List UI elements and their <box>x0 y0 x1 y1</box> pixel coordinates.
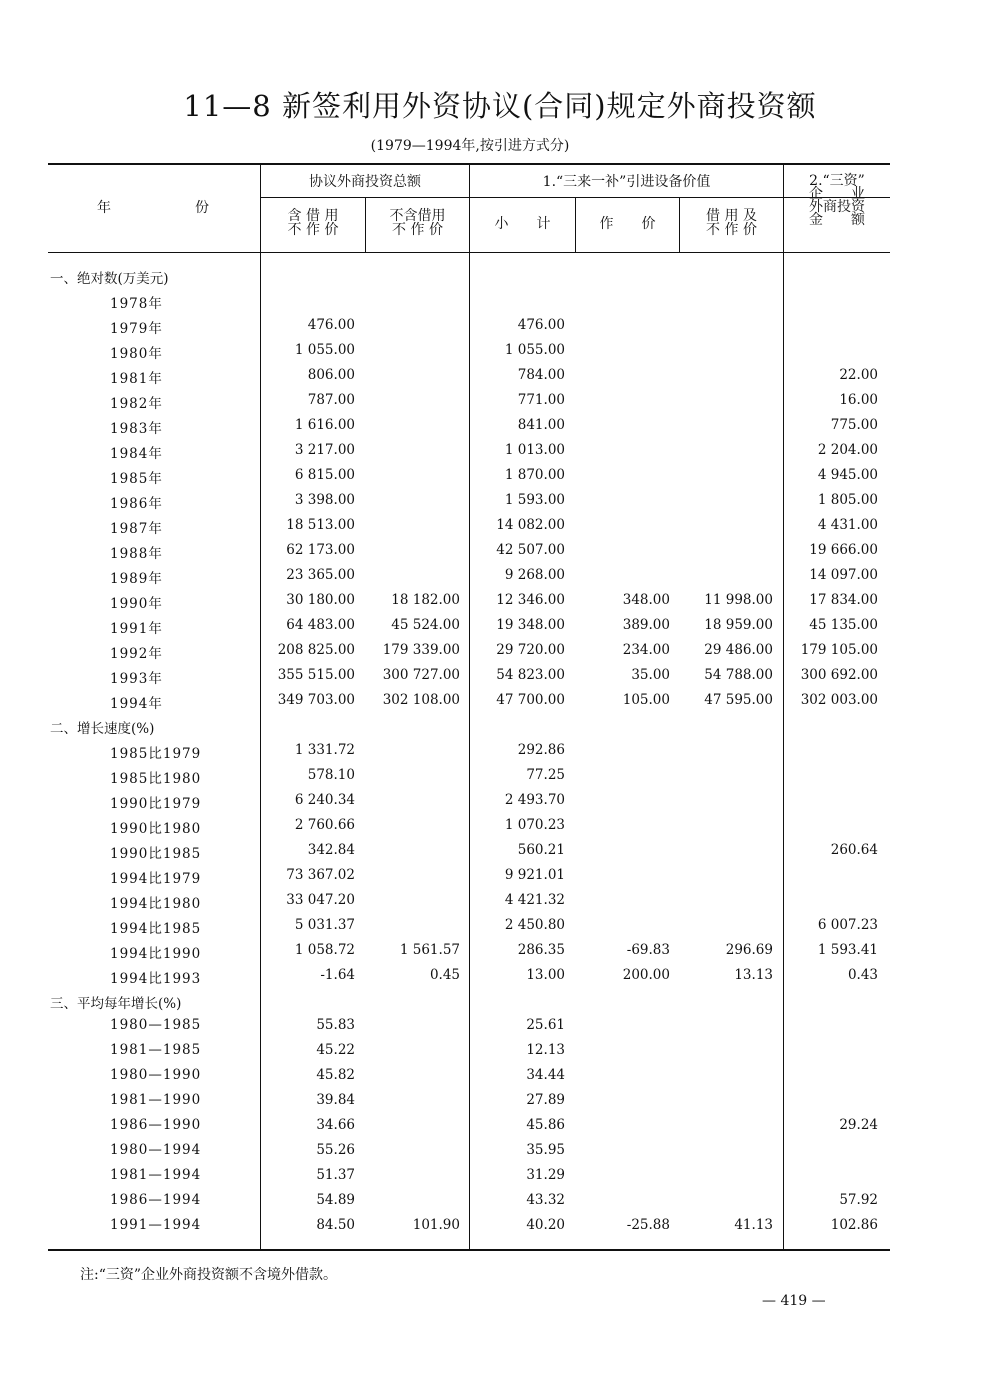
table-cell: 54.89 <box>316 1192 355 1208</box>
table-row <box>48 913 890 938</box>
table-cell: 45.22 <box>316 1042 355 1058</box>
table-cell: 260.64 <box>830 842 878 858</box>
table-cell: 476.00 <box>307 317 355 333</box>
table-cell: 286.35 <box>517 942 565 958</box>
row-label: 1981年 <box>110 371 163 387</box>
table-cell: 342.84 <box>307 842 355 858</box>
table-cell: 23 365.00 <box>286 567 355 583</box>
table-cell: 775.00 <box>830 417 878 433</box>
table-cell: -69.83 <box>626 942 670 958</box>
table-cell: 47 595.00 <box>704 692 773 708</box>
table-cell: 4 945.00 <box>817 467 878 483</box>
row-label: 1994年 <box>110 696 163 712</box>
row-label: 1994比1979 <box>110 871 202 887</box>
table-cell: 55.83 <box>316 1017 355 1033</box>
section-title: 三、平均每年增长(%) <box>50 996 182 1012</box>
table-cell: 14 082.00 <box>496 517 565 533</box>
table-cell: 13.13 <box>734 967 773 983</box>
table-row <box>48 788 890 813</box>
table-cell: 389.00 <box>622 617 670 633</box>
table-cell: 1 331.72 <box>294 742 355 758</box>
row-label: 1981—1994 <box>110 1167 202 1183</box>
table-cell: 179 339.00 <box>382 642 460 658</box>
table-cell: 42 507.00 <box>496 542 565 558</box>
table-cell: 22.00 <box>839 367 878 383</box>
table-cell: 578.10 <box>307 767 355 783</box>
row-label: 1981—1990 <box>110 1092 202 1108</box>
table-cell: 1 055.00 <box>504 342 565 358</box>
table-row <box>48 738 890 763</box>
table-cell: 292.86 <box>517 742 565 758</box>
row-label: 1980—1985 <box>110 1017 202 1033</box>
group-header-total: 协议外商投资总额 <box>309 174 421 190</box>
table-row <box>48 1188 890 1213</box>
row-label: 1986—1994 <box>110 1192 202 1208</box>
col-header-subtotal: 小 计 <box>494 216 551 232</box>
table-cell: 11 998.00 <box>704 592 773 608</box>
table-cell: 27.89 <box>526 1092 565 1108</box>
row-label: 1985比1980 <box>110 771 202 787</box>
table-row <box>48 438 890 463</box>
table-cell: 6 007.23 <box>817 917 878 933</box>
year-column-header: 年 份 <box>97 200 209 216</box>
table-row <box>48 1113 890 1138</box>
section-heading-row <box>48 988 890 1013</box>
page-number: — 419 — <box>762 1293 826 1309</box>
table-cell: 13.00 <box>526 967 565 983</box>
row-label: 1993年 <box>110 671 163 687</box>
table-cell: 40.20 <box>526 1217 565 1233</box>
row-label: 1978年 <box>110 296 163 312</box>
table-cell: 179 105.00 <box>800 642 878 658</box>
table-cell: 54 823.00 <box>496 667 565 683</box>
table-cell: 302 108.00 <box>382 692 460 708</box>
table-cell: 1 616.00 <box>294 417 355 433</box>
table-cell: 14 097.00 <box>809 567 878 583</box>
table-cell: 45.82 <box>316 1067 355 1083</box>
table-cell: 16.00 <box>839 392 878 408</box>
row-label: 1990比1985 <box>110 846 202 862</box>
row-label: 1979年 <box>110 321 163 337</box>
group-header-three-capital: 2.“三资” 企 业 外商投资 金 额 <box>809 173 865 228</box>
row-label: 1985比1979 <box>110 746 202 762</box>
table-cell: 1 593.41 <box>817 942 878 958</box>
table-cell: 19 666.00 <box>809 542 878 558</box>
row-label: 1980—1994 <box>110 1142 202 1158</box>
table-cell: 560.21 <box>517 842 565 858</box>
table-row <box>48 513 890 538</box>
col-header-excl-borrowed: 不含借用 不 作 价 <box>389 208 446 238</box>
table-cell: 31.29 <box>526 1167 565 1183</box>
section-title: 一、绝对数(万美元) <box>50 271 169 287</box>
col-header-incl-borrowed: 含 借 用 不 作 价 <box>287 208 339 238</box>
col-header-borrowed: 借 用 及 不 作 价 <box>706 208 757 238</box>
table-cell: 9 268.00 <box>504 567 565 583</box>
table-row <box>48 1063 890 1088</box>
table-row <box>48 838 890 863</box>
table-cell: 29 486.00 <box>704 642 773 658</box>
table-cell: 102.86 <box>830 1217 878 1233</box>
table-cell: 1 058.72 <box>294 942 355 958</box>
table-cell: 2 760.66 <box>294 817 355 833</box>
row-label: 1994比1980 <box>110 896 202 912</box>
table-cell: 18 182.00 <box>391 592 460 608</box>
row-label: 1992年 <box>110 646 163 662</box>
table-cell: 6 240.34 <box>294 792 355 808</box>
table-cell: 4 421.32 <box>504 892 565 908</box>
table-cell: 1 870.00 <box>504 467 565 483</box>
table-cell: 348.00 <box>622 592 670 608</box>
table-cell: 84.50 <box>316 1217 355 1233</box>
table-cell: 5 031.37 <box>294 917 355 933</box>
table-cell: 302 003.00 <box>800 692 878 708</box>
table-cell: 47 700.00 <box>496 692 565 708</box>
table-row <box>48 313 890 338</box>
table-row <box>48 288 890 313</box>
row-label: 1988年 <box>110 546 163 562</box>
table-row <box>48 863 890 888</box>
table-row <box>48 1163 890 1188</box>
table-cell: 33 047.20 <box>286 892 355 908</box>
section-title: 二、增长速度(%) <box>50 721 155 737</box>
table-cell: 355 515.00 <box>277 667 355 683</box>
row-label: 1991年 <box>110 621 163 637</box>
table-row <box>48 938 890 963</box>
table-cell: 25.61 <box>526 1017 565 1033</box>
row-label: 1990比1980 <box>110 821 202 837</box>
row-label: 1994比1993 <box>110 971 202 987</box>
table-row <box>48 563 890 588</box>
page-subtitle: (1979—1994年,按引进方式分) <box>370 138 570 154</box>
table-cell: 4 431.00 <box>817 517 878 533</box>
table-row <box>48 463 890 488</box>
table-cell: 29.24 <box>839 1117 878 1133</box>
row-label: 1990年 <box>110 596 163 612</box>
row-label: 1990比1979 <box>110 796 202 812</box>
footnote: 注:“三资”企业外商投资额不含境外借款。 <box>80 1267 338 1283</box>
table-cell: 349 703.00 <box>277 692 355 708</box>
table-cell: 1 593.00 <box>504 492 565 508</box>
table-cell: 12 346.00 <box>496 592 565 608</box>
table-cell: 12.13 <box>526 1042 565 1058</box>
row-label: 1987年 <box>110 521 163 537</box>
row-label: 1986年 <box>110 496 163 512</box>
table-cell: 9 921.01 <box>504 867 565 883</box>
table-cell: 43.32 <box>526 1192 565 1208</box>
table-cell: 1 561.57 <box>399 942 460 958</box>
table-cell: 35.95 <box>526 1142 565 1158</box>
table-cell: 45 135.00 <box>809 617 878 633</box>
table-row <box>48 388 890 413</box>
row-label: 1981—1985 <box>110 1042 202 1058</box>
table-cell: 64 483.00 <box>286 617 355 633</box>
table-cell: 787.00 <box>307 392 355 408</box>
table-cell: 0.43 <box>847 967 878 983</box>
table-cell: 3 398.00 <box>294 492 355 508</box>
table-row <box>48 963 890 988</box>
table-cell: 41.13 <box>734 1217 773 1233</box>
table-cell: 771.00 <box>517 392 565 408</box>
table-cell: 29 720.00 <box>496 642 565 658</box>
table-cell: 34.44 <box>526 1067 565 1083</box>
table-row <box>48 613 890 638</box>
table-cell: 1 805.00 <box>817 492 878 508</box>
page-title: 11—8 新签利用外资协议(合同)规定外商投资额 <box>183 89 817 123</box>
table-row <box>48 763 890 788</box>
table-cell: 18 959.00 <box>704 617 773 633</box>
table-row <box>48 588 890 613</box>
table-row <box>48 538 890 563</box>
table-cell: 784.00 <box>517 367 565 383</box>
row-label: 1980年 <box>110 346 163 362</box>
table-row <box>48 888 890 913</box>
section-heading-row <box>48 263 890 288</box>
table-row <box>48 413 890 438</box>
table-cell: 300 692.00 <box>800 667 878 683</box>
row-label: 1989年 <box>110 571 163 587</box>
table-cell: 1 055.00 <box>294 342 355 358</box>
group-header-processing: 1.“三来一补”引进设备价值 <box>542 174 711 190</box>
table-row <box>48 688 890 713</box>
table-cell: 105.00 <box>622 692 670 708</box>
table-cell: 54 788.00 <box>704 667 773 683</box>
row-label: 1980—1990 <box>110 1067 202 1083</box>
table-cell: 208 825.00 <box>277 642 355 658</box>
table-cell: 841.00 <box>517 417 565 433</box>
table-cell: 2 450.80 <box>504 917 565 933</box>
table-row <box>48 1213 890 1238</box>
table-cell: 200.00 <box>622 967 670 983</box>
table-cell: 51.37 <box>316 1167 355 1183</box>
table-cell: 30 180.00 <box>286 592 355 608</box>
table-cell: 1 070.23 <box>504 817 565 833</box>
row-label: 1986—1990 <box>110 1117 202 1133</box>
table-cell: 18 513.00 <box>286 517 355 533</box>
table-cell: 34.66 <box>316 1117 355 1133</box>
row-label: 1991—1994 <box>110 1217 202 1233</box>
table-cell: 806.00 <box>307 367 355 383</box>
table-row <box>48 338 890 363</box>
table-row <box>48 363 890 388</box>
table-cell: 3 217.00 <box>294 442 355 458</box>
table-cell: 35.00 <box>631 667 670 683</box>
table-cell: 73 367.02 <box>286 867 355 883</box>
table-cell: 0.45 <box>429 967 460 983</box>
table-row <box>48 813 890 838</box>
table-cell: 300 727.00 <box>382 667 460 683</box>
table-row <box>48 1013 890 1038</box>
table-cell: 476.00 <box>517 317 565 333</box>
table-row <box>48 1038 890 1063</box>
table-cell: 57.92 <box>839 1192 878 1208</box>
table-row <box>48 638 890 663</box>
row-label: 1983年 <box>110 421 163 437</box>
table-cell: 62 173.00 <box>286 542 355 558</box>
table-cell: -25.88 <box>626 1217 670 1233</box>
table-cell: 2 493.70 <box>504 792 565 808</box>
section-heading-row <box>48 713 890 738</box>
row-label: 1994比1985 <box>110 921 202 937</box>
row-label: 1985年 <box>110 471 163 487</box>
table-cell: 45.86 <box>526 1117 565 1133</box>
table-row <box>48 488 890 513</box>
table-row <box>48 1138 890 1163</box>
row-label: 1994比1990 <box>110 946 202 962</box>
table-bottom-rule <box>48 1249 890 1251</box>
table-cell: 77.25 <box>526 767 565 783</box>
table-cell: -1.64 <box>320 967 355 983</box>
table-cell: 101.90 <box>412 1217 460 1233</box>
table-cell: 55.26 <box>316 1142 355 1158</box>
table-cell: 39.84 <box>316 1092 355 1108</box>
table-row <box>48 1088 890 1113</box>
table-cell: 19 348.00 <box>496 617 565 633</box>
table-cell: 1 013.00 <box>504 442 565 458</box>
table-cell: 296.69 <box>725 942 773 958</box>
table-cell: 6 815.00 <box>294 467 355 483</box>
row-label: 1984年 <box>110 446 163 462</box>
table-cell: 45 524.00 <box>391 617 460 633</box>
table-cell: 2 204.00 <box>817 442 878 458</box>
table-row <box>48 663 890 688</box>
table-cell: 17 834.00 <box>809 592 878 608</box>
table-cell: 234.00 <box>622 642 670 658</box>
row-label: 1982年 <box>110 396 163 412</box>
col-header-priced: 作 价 <box>599 216 656 232</box>
